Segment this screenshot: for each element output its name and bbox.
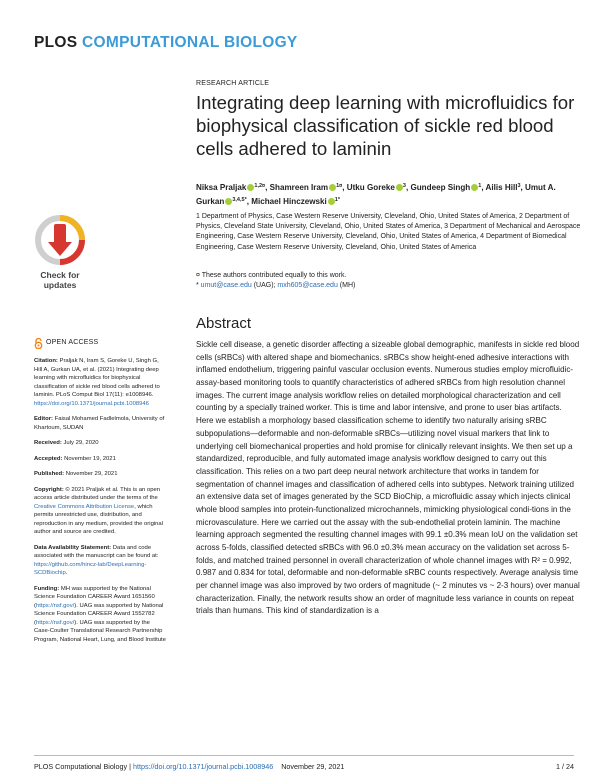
copyright-text-1: © 2021 Praljak et al. This is an open access article distributed under the terms of the [34,486,161,501]
accepted-value: November 19, 2021 [62,455,116,462]
author-affiliation-marker: 3,4,5* [232,197,247,203]
open-access-badge [34,338,166,349]
received-value: July 29, 2020 [61,440,99,446]
author-separator: , [405,183,411,192]
accepted-label: Accepted: [34,455,63,462]
author-name[interactable]: Niksa Praljak [196,183,247,192]
corresponding-prefix: * [196,282,201,289]
editor-text: Faisal Mohamed Fadlelmola, University of Khartoum, SUDAN [34,416,165,431]
author-affiliation-marker: 3 [517,183,521,189]
journal-logo[interactable] [34,34,298,52]
published-date [34,470,166,479]
equal-contribution-note: ¤ These authors contributed equally to this work. [196,272,347,279]
author-separator: , [342,183,347,192]
citation-text: Praljak N, Iram S, Goreke U, Singh G, Hill A, Gurkan UA, et al. (2021) Integrating deep learning with microfluidics for biophysical classification of sickle red blood cells adhered to laminin. PLoS Comput Biol 17(11): e1008946. [34,358,160,398]
orcid-icon[interactable] [328,198,335,205]
open-access-label: OPEN ACCESS [46,339,99,347]
abstract-paragraph: Sickle cell disease, a genetic disorder affecting a sizeable global demographic, manifests in sickle red blood cells (sRBCs) with altered shape and biomechanics. sRBCs show height-ened adhesive interactions with inflamed endothelium, triggering painful vascular occlusion events. Numerous studies employ microfluidic-assay-based monitoring tools to quantify characteristics of adhered sRBCs from high resolution channel images. The current image analysis workflow relies on detailed morphological characterization and cell counting by a specially trained worker. This is time and labor intensive, and prone to user bias artifacts. Here we establish a morphology based classification scheme to identify two naturally arising sRBC subpopulations—deformable and non-deformable sRBCs—utilizing novel visual markers that link to underlying cell biomechanical properties and hold promise for clinically relevant insights. We then set up a standardized, reproducible, and fully automated image analysis workflow designed to carry out this classification. This relies on a two part deep neural network architecture that works in tandem for segmentation of channel images and classification of adhered cells into subtypes. Network training utilized an extensive data set of images generated by the SCD BioChip, a microfluidic assay which injects clinical whole blood samples into protein-functionalized microchannels, mimicking physiological condi-tions in the microvasculature. Here we carried out the assay with the sub-endothelial protein laminin. The machine learning approach segmented the resulting channel images with 99.1 ±0.3% mean IoU on the validation set across 5-folds, classified detected sRBCs with 96.0 ±0.3% mean accuracy on the validation set across 5-folds, and matched trained personnel in overall characterization of whole channel images with R² = 0.992, 0.987 and 0.834 for total, deformable and non-deformable sRBC counts respectively. Average analysis time per channel image was also improved by two orders of magnitude (~ 2 minutes vs ~ 2-3 hours) over manual characterization. Finally, the network results show an order of magnitude less variance in counts on repeat trials than humans. This kind of standardization is a [196,340,580,616]
nsf-link-1[interactable]: https://nsf.gov/ [35,602,75,609]
publisher-name: PLOS [34,34,78,51]
received-date [34,439,166,448]
open-access-lock-icon [34,338,43,349]
license-link[interactable]: Creative Commons Attribution License [34,503,135,510]
author-name[interactable]: Shamreen Iram [269,183,329,192]
editor-label: Editor: [34,416,53,422]
author-affiliation-marker: 1* [334,197,340,203]
citation [34,357,166,408]
funding [34,585,166,645]
check-for-updates-icon [34,214,86,266]
author-name[interactable]: Ailis Hill [485,183,518,192]
article-type: RESEARCH ARTICLE [196,80,270,87]
corresponding-mid: (UAG); [251,282,278,289]
github-link[interactable]: https://github.com/hincz-lab/DeepLearning-SCDBiochip [34,561,147,576]
footer-divider [34,755,574,756]
data-availability-text: Data and code associated with the manuscript can be found at: [34,544,159,559]
nsf-link-2[interactable]: https://nsf.gov/ [35,619,75,626]
footer-doi-link[interactable]: https://doi.org/10.1371/journal.pcbi.1008946 [132,762,274,771]
data-availability-label: Data Availability Statement: [34,544,112,551]
author-separator: , [265,183,270,192]
published-value: November 29, 2021 [64,471,118,477]
check-for-updates-label[interactable] [34,270,86,290]
published-label: Published: [34,471,65,477]
contribution-notes [196,271,586,291]
author-affiliation-marker: 1¤ [336,183,343,189]
email-link-uag[interactable]: umut@case.edu [200,282,252,289]
funding-text-2: ). UAG was supported by National Science Foundation CAREER Award 1552782 ( [34,602,164,626]
footer-date: November 29, 2021 [281,762,345,771]
footer-journal: PLOS Computational Biology [34,762,128,771]
copyright-label: Copyright: [34,486,64,493]
received-label: Received: [34,440,62,446]
journal-name: COMPUTATIONAL BIOLOGY [82,34,298,51]
copyright-text-2: , which permits unrestricted use, distribution, and reproduction in any medium, provided the original author and source are credited. [34,503,164,535]
orcid-icon[interactable] [396,184,403,191]
author-separator: , [246,197,252,206]
editor [34,415,166,432]
author-list [196,180,581,208]
author-affiliation-marker: 1 [478,183,482,189]
corresponding-suffix: (MH) [337,282,356,289]
article-sidebar [34,338,166,651]
abstract-heading: Abstract [196,315,252,332]
article-title: Integrating deep learning with microfluidics for biophysical classification of sickle red blood cells adhered to laminin [196,92,575,159]
citation-doi-link[interactable]: https://doi.org/10.1371/journal.pcbi.1008946 [34,400,149,407]
abstract-body [196,339,580,618]
citation-label: Citation: [34,358,58,364]
page-number: 1 / 24 [556,762,574,771]
affiliations: 1 Department of Physics, Case Western Reserve University, Cleveland, Ohio, United States of America, 2 Department of Physics, Cleveland State University, Cleveland, Ohio, United States of America, 3 Department of Mechanical and Aerospace Engineering, Case Western Reserve University, Cleveland, Ohio, United States of America, 4 Department of Biomedical Engineering, Case Western Reserve University, Cleveland, Ohio, United States of America [196,213,581,251]
author-separator: , [481,183,486,192]
funding-label: Funding: [34,585,60,592]
author-name[interactable]: Gundeep Singh [410,183,471,192]
author-affiliation-marker: 3 [402,183,406,189]
check-label-line1: Check for [40,270,80,280]
data-availability-end: . [65,570,68,576]
accepted-date [34,455,166,464]
check-for-updates-badge[interactable] [34,214,86,271]
data-availability [34,544,166,578]
footer-separator: | [127,762,133,771]
author-separator: , [520,183,526,192]
funding-text-3: ). UAG was supported by the Case-Coulter Translational Research Partnership Program, National Heart, Lung, and Blood Institute [34,619,166,643]
copyright [34,486,166,537]
footer-citation [34,762,344,771]
author-affiliation-marker: 1,2¤ [254,183,266,189]
check-label-line2: updates [43,280,77,290]
email-link-mh[interactable]: mxh605@case.edu [277,282,338,289]
funding-text-1: MH was supported by the National Science Foundation CAREER Award 1651560 ( [34,585,155,609]
author-name[interactable]: Umut A. Gurkan [196,183,556,206]
author-name[interactable]: Utku Goreke [346,183,395,192]
corresponding-authors [196,281,586,291]
author-name[interactable]: Michael Hinczewski [251,197,327,206]
